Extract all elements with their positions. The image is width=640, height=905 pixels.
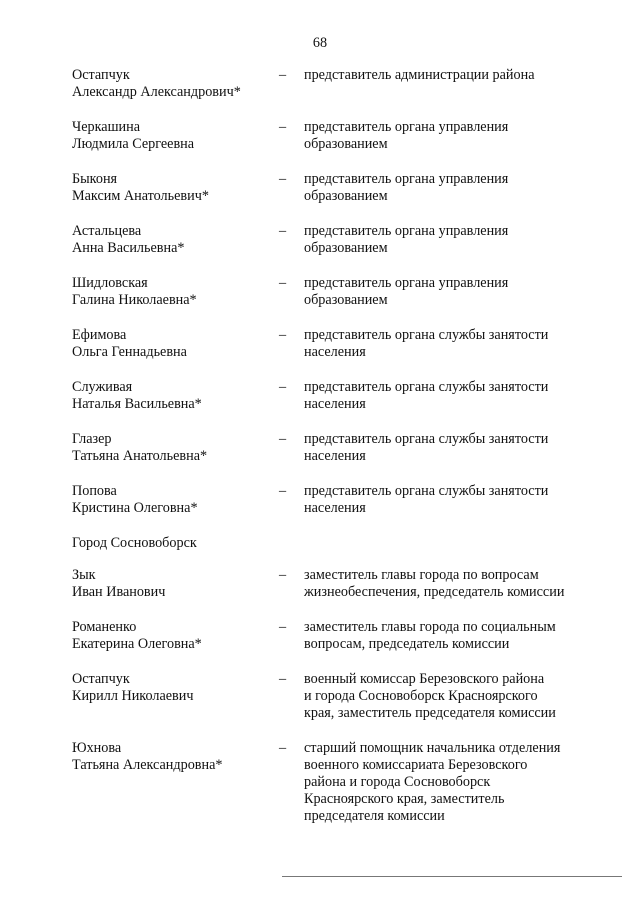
role-line: образованием xyxy=(304,240,388,256)
member-role xyxy=(304,483,609,517)
member-surname: Остапчук xyxy=(72,67,130,83)
role-line: населения xyxy=(304,396,366,412)
role-line: представитель администрации района xyxy=(304,67,535,83)
entry-dash: – xyxy=(279,567,287,583)
member-surname: Служивая xyxy=(72,379,133,395)
member-name xyxy=(72,431,272,465)
member-role xyxy=(304,171,609,205)
member-role xyxy=(304,223,609,257)
member-given-names: Наталья Васильевна* xyxy=(72,396,202,412)
role-line: образованием xyxy=(304,136,388,152)
role-line: представитель органа службы занятости xyxy=(304,327,549,343)
role-line: военного комиссариата Березовского xyxy=(304,757,528,773)
entry-dash: – xyxy=(279,619,287,635)
member-given-names: Александр Александрович* xyxy=(72,84,241,100)
member-surname: Попова xyxy=(72,483,117,499)
role-line: края, заместитель председателя комиссии xyxy=(304,705,556,721)
member-role xyxy=(304,119,609,153)
member-role xyxy=(304,567,609,601)
role-line: представитель органа службы занятости xyxy=(304,431,549,447)
role-line: заместитель главы города по социальным xyxy=(304,619,556,635)
member-surname: Юхнова xyxy=(72,740,122,756)
role-line: населения xyxy=(304,500,366,516)
role-line: старший помощник начальника отделения xyxy=(304,740,561,756)
member-role xyxy=(304,431,609,465)
role-line: образованием xyxy=(304,292,388,308)
member-given-names: Людмила Сергеевна xyxy=(72,136,195,152)
member-role xyxy=(304,67,609,84)
member-given-names: Максим Анатольевич* xyxy=(72,188,209,204)
member-name xyxy=(72,275,272,309)
role-line: образованием xyxy=(304,188,388,204)
role-line: населения xyxy=(304,448,366,464)
role-line: Красноярского края, заместитель xyxy=(304,791,505,807)
entry-dash: – xyxy=(279,431,287,447)
member-role xyxy=(304,379,609,413)
role-line: представитель органа управления xyxy=(304,119,509,135)
member-name xyxy=(72,567,272,601)
member-surname: Остапчук xyxy=(72,671,130,687)
member-surname: Астальцева xyxy=(72,223,142,239)
entry-dash: – xyxy=(279,327,287,343)
member-role xyxy=(304,619,609,653)
member-surname: Быконя xyxy=(72,171,118,187)
role-line: вопросам, председатель комиссии xyxy=(304,636,510,652)
role-line: военный комиссар Березовского района xyxy=(304,671,545,687)
entry-dash: – xyxy=(279,740,287,756)
member-name xyxy=(72,67,272,101)
member-surname: Черкашина xyxy=(72,119,140,135)
member-surname: Зык xyxy=(72,567,96,583)
role-line: представитель органа службы занятости xyxy=(304,379,549,395)
entry-dash: – xyxy=(279,223,287,239)
page-number: 68 xyxy=(312,35,328,51)
member-name xyxy=(72,483,272,517)
member-given-names: Татьяна Анатольевна* xyxy=(72,448,208,464)
member-role xyxy=(304,671,609,722)
role-line: представитель органа управления xyxy=(304,275,509,291)
member-surname: Шидловская xyxy=(72,275,148,291)
role-line: и города Сосновоборск Красноярского xyxy=(304,688,538,704)
member-role xyxy=(304,275,609,309)
member-name xyxy=(72,223,272,257)
member-name xyxy=(72,379,272,413)
member-name xyxy=(72,171,272,205)
role-line: заместитель главы города по вопросам xyxy=(304,567,539,583)
role-line: населения xyxy=(304,344,366,360)
member-given-names: Иван Иванович xyxy=(72,584,166,600)
member-surname: Глазер xyxy=(72,431,112,447)
member-surname: Ефимова xyxy=(72,327,127,343)
member-given-names: Галина Николаевна* xyxy=(72,292,197,308)
member-given-names: Татьяна Александровна* xyxy=(72,757,223,773)
member-name xyxy=(72,327,272,361)
member-given-names: Ольга Геннадьевна xyxy=(72,344,187,360)
member-name xyxy=(72,619,272,653)
role-line: представитель органа управления xyxy=(304,171,509,187)
member-name xyxy=(72,740,272,774)
role-line: района и города Сосновоборск xyxy=(304,774,491,790)
member-role xyxy=(304,327,609,361)
entry-dash: – xyxy=(279,171,287,187)
role-line: представитель органа управления xyxy=(304,223,509,239)
member-given-names: Кирилл Николаевич xyxy=(72,688,194,704)
member-role xyxy=(304,740,609,825)
member-name xyxy=(72,119,272,153)
member-surname: Романенко xyxy=(72,619,137,635)
member-given-names: Кристина Олеговна* xyxy=(72,500,198,516)
member-given-names: Екатерина Олеговна* xyxy=(72,636,202,652)
section-heading: Город Сосновоборск xyxy=(72,535,197,551)
member-given-names: Анна Васильевна* xyxy=(72,240,185,256)
role-line: представитель органа службы занятости xyxy=(304,483,549,499)
entry-dash: – xyxy=(279,119,287,135)
entry-dash: – xyxy=(279,67,287,83)
entry-dash: – xyxy=(279,671,287,687)
entry-dash: – xyxy=(279,379,287,395)
member-name xyxy=(72,671,272,705)
entry-dash: – xyxy=(279,483,287,499)
entry-dash: – xyxy=(279,275,287,291)
role-line: председателя комиссии xyxy=(304,808,445,824)
role-line: жизнеобеспечения, председатель комиссии xyxy=(304,584,565,600)
bottom-rule xyxy=(282,876,622,877)
